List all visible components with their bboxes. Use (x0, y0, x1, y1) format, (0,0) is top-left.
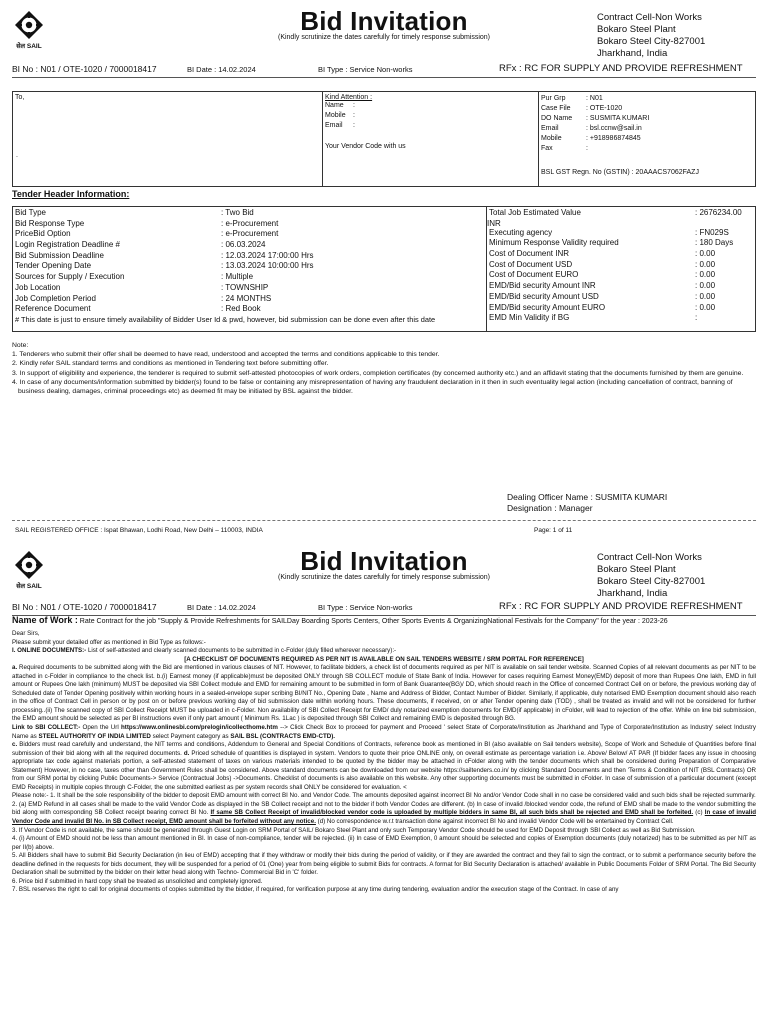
tender-value: : e-Procurement (221, 218, 279, 228)
bi-info-row (12, 64, 756, 78)
para-a: a. Required documents to be submitted along with the Bid are mentioned in various clauses of NIT. However, to facilitate bidders, a check list of documents required as per NIT is available on sail tender website. Scanned Copies of all relevant documents as per NIT to be attached in c-Folder in compliance to the check list. b.(i) Earnest money (if applicable)must be deposited ONLY through SB COLLECT module of State Bank of India. However for cases requiring Earnest Money(EMD) deposit of more than Rupees One lakh, EMD in full amount or Rupees One lakh (minimum) MUST be deposited via SBI Collect module and EMD for remaining amount to be submitted in form of Bank Guarantee(BG)/ DD, which should reach in the Office of concerned Contract Cell on or before, the previous working day of Scheduled date of Tender Opening positively within working hours in a sealed-envelope super scribing BI/NIT No., Opening Date , Name and Address of Bidder, Contact Number of Bidder. Similarly, if applicable, duly notarised EMD Exemption document should also reach in the office of Contract Cell in person or by post on or before previous working day of bid submission date within working hours. These documents, if received, on or after Tender opening date (TOD) , shall be treated as invalid and will not be considered for further processing..(ii) The scanned copy of SBI Collect Receipt MUST be uploaded in c-Folder. Non availability of SBI Collect Receipt for EMD/ duly notarized exemption documents for EMD(if applicable) in cFolder, will lead to rejection of the offer. While on line bid submission, the EMD amount should be selected as per BI instructions even if only part amount ( Minimum Rs. 1Lac ) is deposited through SBI Collect and remaining EMD is deposited through BG. (12, 664, 756, 723)
tender-row (15, 261, 484, 272)
tender-row (15, 251, 484, 262)
tender-key: Executing agency (489, 227, 553, 237)
tender-header-title: Tender Header Information: (12, 189, 130, 199)
tender-row (489, 208, 753, 219)
tender-row (489, 228, 753, 239)
please-note-1: Please note:- 1. It shall be the sole responsibility of the bidder to deposit EMD amount with correct BI No. and Vendor Code. The amounts deposited against incorrect BI No and/or Vendor Code shall in no case be considered valid and such bids shall be rejected summarily. (12, 792, 756, 800)
tender-value: : TOWNSHIP (221, 282, 269, 292)
page-2 (0, 540, 768, 1024)
tender-row (489, 281, 753, 292)
recipient-column (13, 92, 323, 186)
bi-date: BI Date : 14.02.2024 (187, 603, 256, 612)
email-colon: : (353, 122, 355, 129)
document-title: Bid Invitation (300, 546, 468, 576)
bi-type: BI Type : Service Non-works (318, 603, 413, 612)
para-d-text: Priced schedule of quantities is displayed in system. Vendors to quote their price ONLINE only, on overall estimate as percentage variation i.e. Above/ Below/ AT PAR (If bidder faces any issue in choosing appropriate tax code against materials portion, a self-attested statement of taxes on various materials intended to be quoted by the bidder may be attached in cFolder along with the tender documents which shall be considered during Preparation of Comparative Statement) However, in no case, taxes other than Government Rules shall be considered. Above standard documents can be downloaded from our website https://sailtenders.co.in/ by clicking Standard Documents and then 'Terms & Condition of NIT (BSL Contracts) OR from our SRM portal by clicking Public Documents-> Service (Contractual Jobs) ->Documents. Checklist of documents is also available on this website. Any other supporting documents must be submitted in cFolder. In case of submission of a particular document (except EMD Receipts) in multiple copies through C-Folder, the one submitted earliest as per system records shall ONLY be considered for evaluation. < (12, 749, 756, 791)
page-number: Page: 1 of 11 (534, 527, 573, 534)
footer-divider (12, 520, 756, 521)
tender-value: : 0.00 (695, 281, 716, 291)
tender-key: Bid Response Type (15, 218, 85, 228)
page-header (0, 540, 768, 598)
name-of-work-text: Rate Contract for the job "Supply & Provide Refreshments for SAILDay Boarding Sports Centers, Other Sports Events & OrganizingNational Festivals for the Company" for the year : 2023-26 (79, 618, 668, 625)
kind-attention-label: Kind Attention : (325, 94, 373, 101)
note-2-underlined-1: If same SB Collect Receipt of invalid/blocked vendor code is uploaded by multiple bidders in same BI, all such bids shall be rejected and EMD shall be forfeited. (210, 809, 694, 817)
tender-row (15, 272, 484, 283)
pur-grp-label: Pur Grp (541, 95, 566, 102)
note-item: 3. In support of eligibility and experience, the tenderer is required to submit self-attested photocopies of work orders, completion certificates (by concerned authority etc.) and an affidavit stating that the documents furnished by them are genuine. (12, 369, 744, 377)
tender-value: : FN029S (695, 227, 729, 237)
intro-line: Please submit your detailed offer as mentioned in Bid Type as follows:- (12, 638, 206, 646)
gst-number: BSL GST Regn. No (GSTIN) : 20AAACS7062FAZJ (541, 169, 699, 176)
tender-value: : Two Bid (221, 208, 254, 217)
tender-key: Cost of Document INR (489, 249, 570, 259)
tender-value: : 0.00 (695, 259, 716, 269)
tender-key: PriceBid Option (15, 229, 71, 239)
tender-row (489, 313, 753, 324)
tender-value: : 0.00 (695, 302, 716, 312)
notes-section (12, 341, 756, 396)
tender-key: Minimum Response Validity required (489, 238, 619, 248)
tender-key: Cost of Document EURO (489, 270, 579, 280)
note-2c: (d) No correspondence w.r.t transaction done against incorrect BI No and invalid Vendor Code will be entertained by Contract Cell. (315, 818, 674, 826)
payment-category-text: select Payment category as (150, 732, 231, 740)
tender-row (489, 270, 753, 281)
online-documents-heading: I. ONLINE DOCUMENTS:- (12, 647, 87, 655)
note-2b: (c) (693, 809, 705, 817)
tender-left-column (13, 207, 487, 331)
name-of-work-label: Name of Work : (12, 615, 78, 625)
bi-info-row (12, 602, 756, 616)
tender-key: Total Job Estimated Value (489, 208, 581, 217)
notes-heading: Note: (12, 342, 29, 349)
tender-key: Bid Submission Deadline (15, 250, 104, 260)
sbi-collect-link (12, 724, 756, 741)
fax-value: : (586, 145, 588, 152)
tender-key: Job Location (15, 282, 61, 292)
do-name-value: : SUSMITA KUMARI (586, 115, 650, 122)
industry-name: STEEL AUTHORITY OF INDIA LIMITED (38, 732, 151, 740)
attention-column (323, 92, 539, 186)
tender-key: Login Registration Deadline # (15, 240, 120, 250)
sbi-collect-steps: --> Click Check Box to proceed for payment and Proceed ' select State of Corporate/Institution as Jharkhand and Type of Corporate/Institution as Industry' select Industry Name as (12, 724, 756, 740)
tender-row (489, 303, 753, 314)
sbi-collect-heading: Link to SBI COLLECT:- (12, 724, 81, 732)
vendor-code-label: Your Vendor Code with us (325, 143, 406, 150)
tender-row (15, 229, 484, 240)
office-address (597, 12, 705, 60)
please-note-6: 6. Price bid if submitted in hard copy shall be treated as unsolicited and completely ignored. (12, 877, 263, 885)
address-line: Jharkhand, India (597, 588, 668, 599)
please-note-4: 4. (i) Amount of EMD should not be less than amount mentioned in BI. In case of non-compliance, tender will be rejected. (ii) In case of EMD Exemption, 0 amount should be selected and copies of Exemption documents (duly notarized) has to be submitted as per NIT as per II(b) above. (12, 835, 756, 851)
document-subtitle: (Kindly scrutinize the dates carefully for timely response submission) (277, 574, 491, 581)
tender-key: EMD/Bid security Amount USD (489, 291, 599, 301)
tender-row (15, 240, 484, 251)
name-of-work (12, 616, 756, 626)
address-line: Bokaro Steel City-827001 (597, 36, 706, 47)
case-file-label: Case File (541, 105, 571, 112)
rfx-title: RFx : RC FOR SUPPLY AND PROVIDE REFRESHMENT (499, 601, 743, 612)
please-note-7: 7. BSL reserves the right to call for original documents of copies submitted by the bidder, if required, for verification purpose at any time during tendering, evaluation and/or the execution stage of the Contract. In case of any (12, 886, 619, 894)
do-mobile-value: : +918986874845 (586, 135, 641, 142)
tender-row (489, 260, 753, 271)
address-line: Jharkhand, India (597, 48, 668, 59)
please-note-5: 5. All Bidders shall have to submit Bid Security Declaration (in lieu of EMD) accepting that if they withdraw or modify their bids during the period of validity, or if they are awarded the contract and they fail to sign the contract, or to submit a performance security before the deadline defined in the requests for bids document, they will be suspended for a period of 01 (One) year from being eligible to submit Bids for contracts. A format for Bid Security Declaration is attached/ available in Public Documents Folder of SRM Portal. The Bid Security Declaration shall be submitted by the bidder on their letter head along with Techno- Commercial Bid in 'C' folder. (12, 852, 756, 877)
case-file-value: : OTE-1020 (586, 105, 623, 112)
name-colon: : (353, 102, 355, 109)
do-email-label: Email (541, 125, 559, 132)
rfx-title: RFx : RC FOR SUPPLY AND PROVIDE REFRESHMENT (499, 63, 743, 74)
tender-right-column (487, 207, 755, 331)
tender-key: Bid Type (15, 208, 46, 217)
tender-value: : Multiple (221, 272, 254, 282)
salutation: Dear Sirs, (12, 630, 40, 637)
address-box (12, 91, 756, 187)
tender-row (15, 283, 484, 294)
do-mobile-label: Mobile (541, 135, 562, 142)
fax-label: Fax (541, 145, 553, 152)
tender-key: Tender Opening Date (15, 261, 92, 271)
logo-text: सेल SAIL (16, 43, 42, 50)
address-line: Bokaro Steel Plant (597, 24, 676, 35)
document-subtitle: (Kindly scrutinize the dates carefully for timely response submission) (277, 34, 491, 41)
para-c-d: c. Bidders must read carefully and understand, the NIT terms and conditions, Addendum to General and Special Conditions of Contracts, reference book as mentioned in BI (also available on Sail tenders website), Scope of Work and Schedule of Quantities before final submission of their bid along with all the required documents. d. Priced schedule of quantities is displayed in system. Vendors to quote their price ONLINE only, on overall estimate as percentage variation i.e. Above/ Below/ AT PAR (If bidder faces any issue in choosing appropriate tax code against materials portion, a self-attested statement of taxes on various materials intended to be quoted by the bidder may be attached in cFolder along with the tender documents which shall be considered during Preparation of Comparative Statement) However, in no case, taxes other than Government Rules shall be considered. Above standard documents can be downloaded from our website https://sailtenders.co.in/ by clicking Standard Documents and then 'Terms & Condition of NIT (BSL Contracts) OR from our SRM portal by clicking Public Documents-> Service (Contractual Jobs) ->Documents. Checklist of documents is also available on this website. Any other supporting documents must be submitted in cFolder. In case of submission of a particular document (except EMD Receipts) in multiple copies through C-Folder, the one submitted earliest as per system records shall ONLY be considered for evaluation. < (12, 741, 756, 791)
bid-instructions (12, 630, 756, 895)
para-c-text: Bidders must read carefully and understand, the NIT terms and conditions, Addendum to General and Special Conditions of Contracts, reference book as mentioned in BI (also available on Sail tenders website), Scope of Work and Schedule of Quantities before final submission of their bid along with all the required documents. (12, 741, 756, 757)
please-note-3: 3. If Vendor Code is not available, the same should be generated through Guest Login on SRM Portal of SAIL/ Bokaro Steel Plant and only such Temporary Vendor Code should be used for EMD Deposit through SBI Collect as well as Bid Submission. (12, 826, 696, 834)
tender-key: Reference Document (15, 304, 91, 314)
tender-value: : 0.00 (695, 291, 716, 301)
tender-row (15, 208, 484, 219)
tender-row (15, 294, 484, 305)
note-item: 4. In case of any documents/information submitted by bidder(s) found to be false or containing any misrepresentation of having any fraudulent declaration in it then in such eventuality legal action (including cancellation of contract, banning of business dealing, damages, criminal proceedings etc) as deemed fit may be initiated by BSL against the bidder. (12, 378, 733, 396)
name-label: Name (325, 102, 344, 109)
mobile-label: Mobile (325, 112, 346, 119)
tender-value: : 2676234.00 (695, 208, 742, 217)
tender-value: : 06.03.2024 (221, 240, 266, 250)
tender-row (489, 238, 753, 249)
online-documents (12, 647, 756, 656)
dealing-details-column (539, 92, 755, 186)
tender-row (15, 219, 484, 230)
recipient-placeholder: . (16, 152, 18, 159)
to-label: To, (15, 94, 25, 101)
tender-value: : Red Book (221, 304, 261, 314)
logo-text: सेल SAIL (16, 583, 42, 590)
document-title: Bid Invitation (300, 6, 468, 36)
tender-date-note: # This date is just to ensure timely availability of Bidder User Id & pwd, however, bid submission can be done even after this date (15, 314, 436, 324)
bi-type: BI Type : Service Non-works (318, 65, 413, 74)
note-2-underlined-2: In case of invalid Vendor Code and invalid BI No. in SB Collect receipt, EMD amount shall be forfeited without any notice. (12, 809, 756, 826)
please-note-2 (12, 801, 756, 827)
pur-grp-value: : N01 (586, 95, 603, 102)
tender-row (487, 219, 753, 228)
dealing-officer-designation: Designation : Manager (507, 503, 593, 513)
tender-key: Job Completion Period (15, 293, 96, 303)
tender-value: : 12.03.2024 17:00:00 Hrs (221, 250, 314, 260)
tender-row (15, 304, 484, 315)
mobile-colon: : (353, 112, 355, 119)
address-line: Bokaro Steel Plant (597, 564, 676, 575)
tender-key: EMD Min Validity if BG (489, 313, 570, 323)
office-address (597, 552, 705, 600)
do-name-label: DO Name (541, 115, 573, 122)
address-line: Contract Cell-Non Works (597, 12, 702, 23)
do-email-value: : bsl.ccnw@sail.in (586, 125, 642, 132)
payment-category: SAIL BSL (CONTRACTS EMD-CTD). (230, 732, 335, 740)
tender-key: Cost of Document USD (489, 259, 573, 269)
sbi-collect-url[interactable]: https://www.onlinesbi.com/prelogin/icollecthome.htm (120, 724, 278, 732)
bi-date: BI Date : 14.02.2024 (187, 65, 256, 74)
tender-row (489, 249, 753, 260)
dealing-officer-name: Dealing Officer Name : SUSMITA KUMARI (507, 492, 668, 502)
para-a-text: Required documents to be submitted along with the Bid are mentioned in various clauses of NIT. However, to facilitate bidders, a check list of documents required as per NIT is available on sail tender website. Scanned Copies of all relevant documents as per NIT to be attached in c-Folder in compliance to the check list. b.(i) Earnest money (if applicable)must be deposited ONLY through SB COLLECT module of State Bank of India. However for cases requiring Earnest Money(EMD) deposit of more than Rupees One lakh, EMD in full amount or Rupees One lakh (minimum) MUST be deposited via SBI Collect module and EMD for remaining amount to be submitted in form of Bank Guarantee(BG)/ DD, which should reach in the Office of concerned Contract Cell on or before, the previous working day of Scheduled date of Tender Opening positively within working hours in a sealed-envelope super scribing BI/NIT No., Opening Date , Name and Address of Bidder, Contact Number of Bidder. Similarly, if applicable, duly notarised EMD Exemption document should also reach in the office of Contract Cell in person or by post on or before previous working day of bid submission date within working hours. These documents, if received, on or after Tender opening date (TOD) , shall be treated as invalid and will not be considered for further processing..(ii) The scanned copy of SBI Collect Receipt MUST be uploaded in c-Folder. Non availability of SBI Collect Receipt for EMD/ duly notarized exemption documents for EMD(if applicable) in cFolder, will lead to rejection of the offer. While on line bid submission, the EMD amount should be selected as per BI instructions even if only part amount ( Minimum Rs. 1Lac ) is deposited through SBI Collect and remaining EMD is deposited through BG. (12, 664, 756, 723)
tender-value: : 0.00 (695, 249, 716, 259)
tender-value: : 180 Days (695, 238, 734, 248)
address-line: Bokaro Steel City-827001 (597, 576, 706, 587)
page-header (0, 0, 768, 58)
note-item: 1. Tenderers who submit their offer shall be deemed to have read, understood and accepted the terms and conditions applicable to this tender. (12, 351, 440, 359)
note-2a: 2. (a) EMD Refund in all cases shall be made to the valid Vendor Code as displayed in the SB Collect receipt and not to the bidder if both Vendor Codes are different. (b) In case of invalid /blocked vendor code, the refund of EMD shall be made to the vendor submitting the bid along with corresponding SB Collect receipt bearing correct BI No. (12, 800, 756, 817)
tender-key: EMD/Bid security Amount INR (489, 281, 596, 291)
sbi-collect-text: Open the Url (80, 724, 121, 732)
checklist-note: [A CHECKLIST OF DOCUMENTS REQUIRED AS PER NIT IS AVAILABLE ON SAIL TENDERS WEBSITE / SRM PORTAL FOR REFERENCE] (184, 655, 584, 663)
tender-value: : 0.00 (695, 270, 716, 280)
address-line: Contract Cell-Non Works (597, 552, 702, 563)
registered-office: SAIL REGISTERED OFFICE : Ispat Bhawan, Lodhi Road, New Delhi – 110003, INDIA (15, 527, 263, 534)
tender-value: : 13.03.2024 10:00:00 Hrs (221, 261, 314, 271)
online-documents-text: List of self-attested and clearly scanned documents to be submitted in c-Folder (duly filled wherever necessary):- (86, 647, 397, 655)
tender-key: INR (487, 218, 501, 228)
bi-number: BI No : N01 / OTE-1020 / 7000018417 (12, 64, 157, 74)
tender-value: : e-Procurement (221, 229, 279, 239)
tender-row (489, 292, 753, 303)
email-label: Email (325, 122, 343, 129)
dealing-officer (507, 492, 667, 514)
tender-value: : 24 MONTHS (221, 293, 272, 303)
tender-key: Sources for Supply / Execution (15, 272, 125, 282)
bi-number: BI No : N01 / OTE-1020 / 7000018417 (12, 602, 157, 612)
tender-value: : (695, 313, 698, 323)
tender-header-table (12, 206, 756, 332)
note-item: 2. Kindly refer SAIL standard terms and conditions as mentioned in Tendering text before submitting offer. (12, 360, 329, 368)
tender-key: EMD/Bid security Amount EURO (489, 302, 606, 312)
